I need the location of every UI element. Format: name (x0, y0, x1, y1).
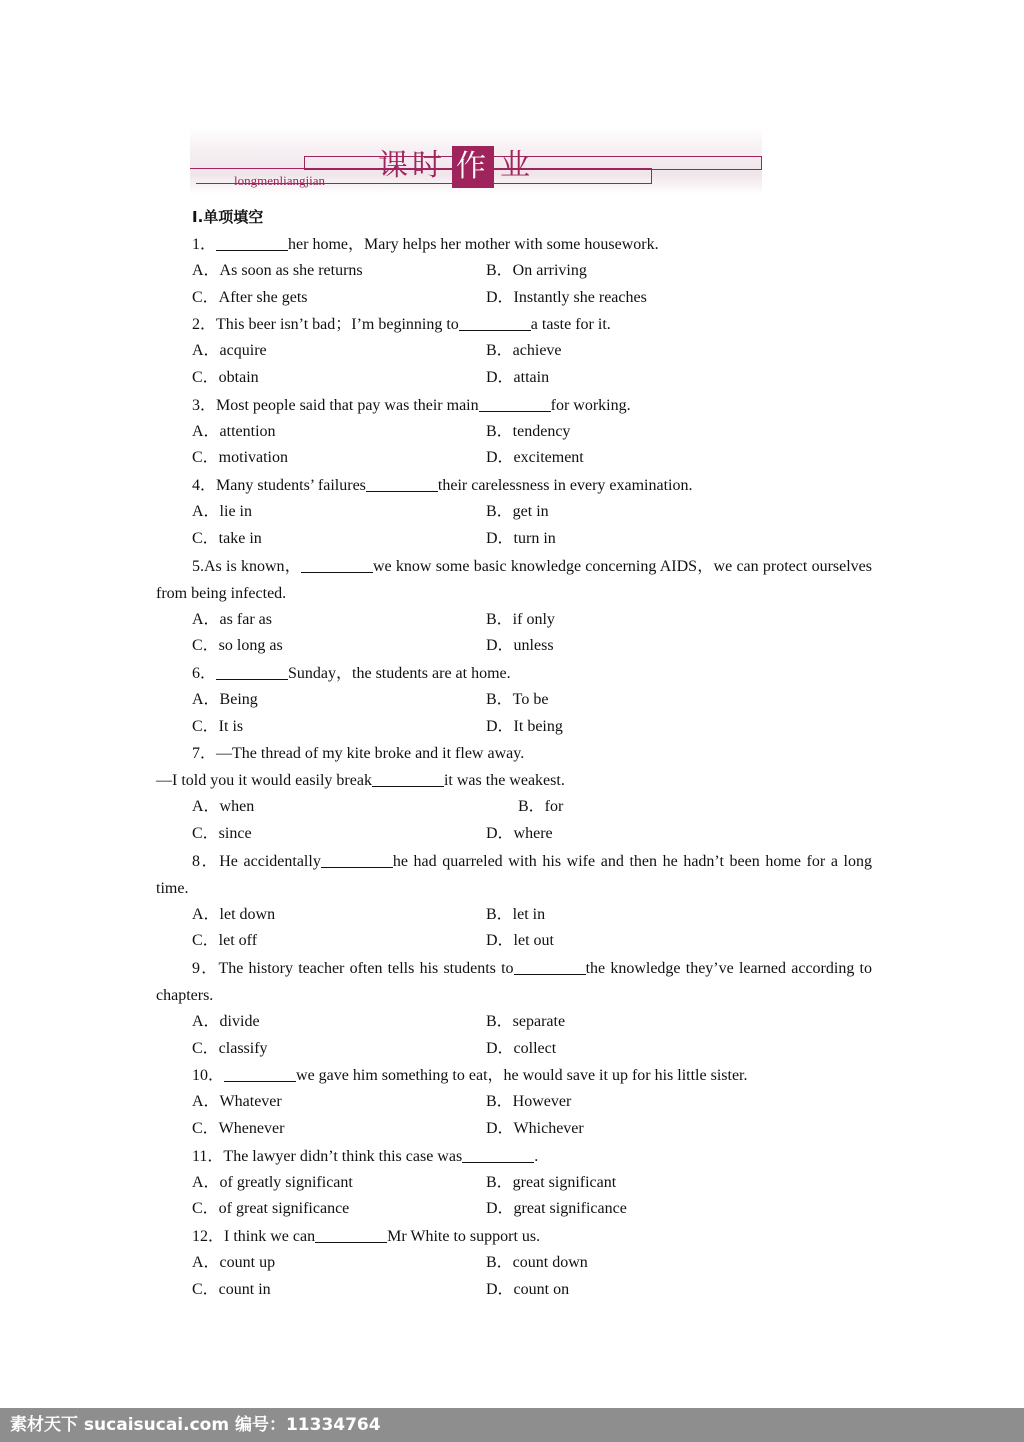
question-number: 9． (192, 960, 219, 977)
answer-blank[interactable] (372, 770, 444, 787)
question-stem-line (156, 767, 872, 794)
answer-option[interactable]: D．excitement (486, 449, 584, 467)
answer-option[interactable]: A．divide (192, 1013, 260, 1030)
options-row (156, 794, 872, 821)
answer-option[interactable]: C．classify (192, 1039, 268, 1057)
answer-option[interactable]: B．for (518, 798, 564, 816)
question-text: for working. (550, 396, 631, 414)
question-text: the knowledge they’ve learned according to chapters. (156, 960, 872, 1004)
question-text: their carelessness in every examination. (437, 477, 693, 495)
answer-option[interactable]: B．get in (486, 503, 549, 521)
answer-option[interactable]: A．As soon as she returns (192, 262, 363, 279)
exercise-content (156, 204, 872, 1304)
answer-option[interactable]: C．since (192, 824, 252, 842)
options-row (156, 821, 872, 848)
options-row (156, 526, 872, 553)
question-number: 6． (192, 664, 217, 682)
question-number: 11． (192, 1147, 224, 1165)
options-row (156, 928, 872, 955)
answer-blank[interactable] (459, 314, 531, 331)
answer-option[interactable]: B．achieve (486, 342, 562, 360)
question-text: Most people said that pay was their main (216, 396, 479, 414)
question-text: The lawyer didn’t think this case was (223, 1147, 463, 1165)
answer-option[interactable]: B．However (486, 1093, 572, 1111)
question-number: 3． (192, 396, 217, 414)
options-row (156, 1009, 872, 1036)
question-text: . (534, 1147, 539, 1165)
question-stem (156, 472, 872, 499)
question-text: —I told you it would easily break (156, 772, 372, 790)
question-text: I think we can (224, 1228, 316, 1246)
answer-option[interactable]: B．great significant (486, 1173, 617, 1191)
answer-blank[interactable] (462, 1146, 534, 1163)
question-stem (156, 660, 872, 687)
question-text: her home，Mary helps her mother with some housework. (288, 236, 659, 253)
answer-blank[interactable] (301, 556, 373, 573)
answer-blank[interactable] (216, 663, 288, 680)
options-row (156, 365, 872, 392)
question-number: 2． (192, 316, 217, 334)
question-text: he had quarreled with his wife and then he hadn’t been home for a long time. (156, 852, 872, 897)
question-stem (156, 740, 872, 767)
options-row (156, 714, 872, 741)
options-row (156, 338, 872, 365)
question-stem (156, 848, 872, 902)
question-stem (156, 1143, 872, 1170)
answer-option[interactable]: D．collect (486, 1039, 557, 1057)
question-text: a taste for it. (530, 316, 611, 334)
question-stem (156, 311, 872, 338)
lesson-header (190, 128, 762, 194)
question-number: 7． (192, 745, 217, 763)
watermark-footer: 素材天下 sucaisucai.com 编号：11334764 (0, 1408, 1024, 1442)
answer-blank[interactable] (315, 1226, 387, 1243)
question-text: As is known， (204, 557, 301, 575)
answer-option[interactable]: A．lie in (192, 503, 252, 521)
options-row (156, 633, 872, 660)
answer-option[interactable]: B．On arriving (486, 262, 587, 279)
answer-option[interactable]: D．count on (486, 1280, 570, 1298)
answer-option[interactable]: C．motivation (192, 449, 289, 467)
answer-option[interactable]: A．attention (192, 422, 276, 440)
question-text: it was the weakest. (443, 772, 565, 790)
answer-option[interactable]: B．tendency (486, 422, 571, 440)
question-number: 4． (192, 477, 217, 495)
answer-option[interactable]: C．Whenever (192, 1120, 285, 1138)
answer-option[interactable]: A．let down (192, 905, 276, 923)
question-number: 12． (192, 1228, 225, 1246)
answer-blank[interactable] (514, 958, 586, 975)
answer-option[interactable]: A．Being (192, 690, 258, 708)
answer-blank[interactable] (366, 475, 438, 492)
answer-option[interactable]: B．let in (486, 905, 546, 923)
answer-option[interactable]: D．where (486, 824, 553, 842)
answer-option[interactable]: C．let off (192, 932, 258, 950)
answer-option[interactable]: C．so long as (192, 637, 283, 655)
question-text: Many students’ failures (216, 477, 366, 495)
answer-blank[interactable] (479, 395, 551, 412)
answer-option[interactable]: A．Whatever (192, 1093, 282, 1111)
options-row (156, 1036, 872, 1063)
answer-blank[interactable] (224, 1065, 296, 1082)
answer-option[interactable]: C．After she gets (192, 288, 308, 306)
answer-option[interactable]: D．attain (486, 369, 550, 387)
options-row (156, 1196, 872, 1223)
answer-option[interactable]: D．let out (486, 932, 554, 950)
question-stem (156, 231, 872, 258)
header-title: 课时 作 业 (378, 140, 534, 188)
answer-option[interactable]: D．Instantly she reaches (486, 288, 647, 306)
options-row (156, 1089, 872, 1116)
answer-option[interactable]: C．count in (192, 1280, 271, 1298)
header-title-highlight: 作 (452, 146, 494, 188)
options-row (156, 1170, 872, 1197)
options-row (156, 1250, 872, 1277)
answer-option[interactable]: A．of greatly significant (192, 1173, 353, 1191)
answer-option[interactable]: B．To be (486, 690, 549, 708)
answer-option[interactable]: D．great significance (486, 1200, 627, 1218)
options-row (156, 902, 872, 929)
question-text: The history teacher often tells his students to (218, 960, 514, 977)
section-heading: Ⅰ.单项填空 (192, 208, 264, 226)
options-row (156, 1116, 872, 1143)
answer-blank[interactable] (321, 851, 393, 868)
answer-option[interactable]: D．Whichever (486, 1120, 584, 1138)
options-row (156, 419, 872, 446)
options-row (156, 607, 872, 634)
question-number: 1． (192, 236, 217, 253)
question-text: we know some basic knowledge concerning AIDS，we can protect ourselves from being infected. (156, 557, 872, 602)
answer-option[interactable]: C．take in (192, 529, 262, 547)
answer-option[interactable]: D．turn in (486, 529, 556, 547)
question-text: Sunday，the students are at home. (288, 664, 511, 682)
question-stem (156, 955, 872, 1009)
answer-blank[interactable] (216, 234, 288, 251)
answer-option[interactable]: D．It being (486, 717, 563, 735)
answer-option[interactable]: A．when (192, 798, 255, 816)
question-text: we gave him something to eat，he would save it up for his little sister. (296, 1067, 748, 1085)
answer-option[interactable]: D．unless (486, 637, 554, 655)
answer-option[interactable]: C．obtain (192, 369, 259, 387)
question-number: 5. (192, 557, 204, 575)
header-subtitle: longmenliangjian (234, 173, 325, 188)
answer-option[interactable]: A．acquire (192, 342, 267, 360)
question-stem (156, 553, 872, 607)
question-stem (156, 1223, 872, 1250)
question-stem (156, 392, 872, 419)
answer-option[interactable]: A．count up (192, 1254, 276, 1272)
question-number: 10． (192, 1067, 225, 1085)
options-row (156, 687, 872, 714)
answer-option[interactable]: B．separate (486, 1013, 566, 1030)
question-text: Mr White to support us. (387, 1228, 541, 1246)
answer-option[interactable]: C．of great significance (192, 1200, 350, 1218)
options-row (156, 258, 872, 285)
answer-option[interactable]: B．if only (486, 610, 555, 628)
question-list (156, 231, 872, 1304)
answer-option[interactable]: B．count down (486, 1254, 588, 1272)
options-row (156, 499, 872, 526)
options-row (156, 1277, 872, 1304)
question-text: —The thread of my kite broke and it flew away. (216, 745, 525, 763)
answer-option[interactable]: A．as far as (192, 610, 272, 628)
answer-option[interactable]: C．It is (192, 717, 244, 735)
question-stem (156, 1062, 872, 1089)
options-row (156, 445, 872, 472)
question-text: He accidentally (219, 852, 321, 870)
question-text: This beer isn’t bad；I’m beginning to (216, 316, 459, 334)
question-number: 8． (192, 852, 220, 870)
options-row (156, 285, 872, 312)
